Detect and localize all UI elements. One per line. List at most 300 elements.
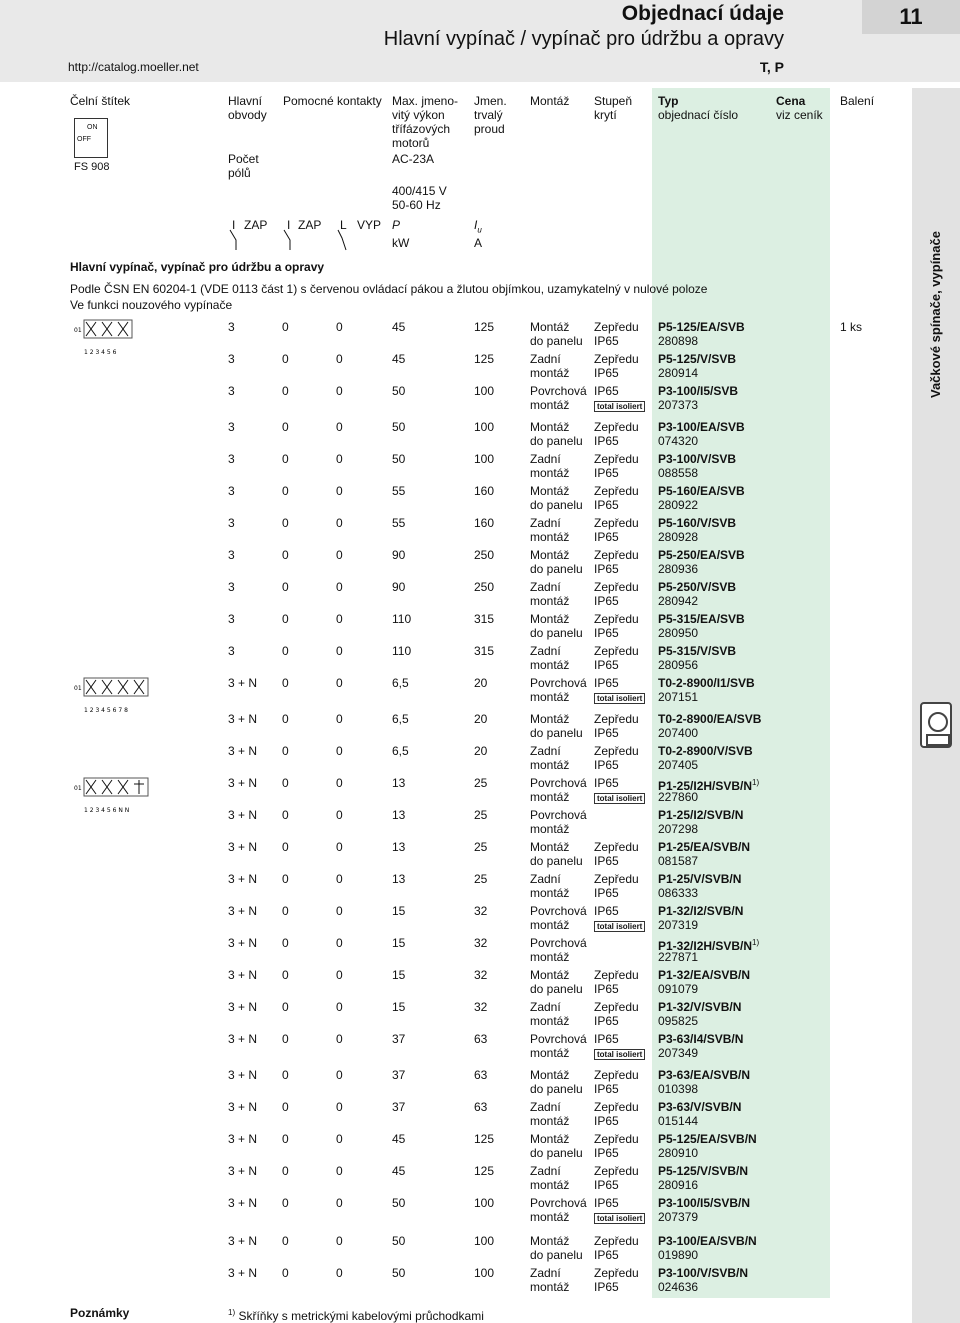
vyp-label: VYP [357,218,382,232]
cell-type [658,420,745,434]
cell-type [658,1000,741,1014]
type-code: P1-25/EA/SVB/N [658,840,751,854]
type-code: P5-125/V/SVB [658,352,737,366]
cell-power-kw: 13 [392,808,406,822]
cell-order-number: 081587 [658,854,699,868]
type-code: P3-100/EA/SVB/N [658,1234,757,1248]
cell-aux-on: 0 [282,808,289,822]
type-code: P1-32/EA/SVB/N [658,968,751,982]
current-symbol-i: I [474,218,478,232]
type-code: P3-100/EA/SVB [658,420,745,434]
protection-line1: Zepředu [594,548,639,562]
cell-poles: 3 [228,516,235,530]
cell-type [658,644,736,658]
cell-protection [594,320,639,348]
cell-power-kw: 37 [392,1032,406,1046]
cell-protection [594,1032,645,1060]
protection-line2: IP65 [594,434,619,448]
type-code: P5-160/V/SVB [658,516,737,530]
cell-power-kw: 110 [392,644,412,658]
col-poles2: pólů [228,166,251,180]
type-footnote-mark: 1) [752,778,760,787]
protection-line1: Zepředu [594,1234,639,1248]
mounting-line2: montáž [530,950,570,964]
cell-power-kw: 45 [392,1132,406,1146]
col-max3: třífázových [392,122,451,136]
cell-power-kw: 45 [392,352,406,366]
table-row [0,644,900,676]
type-code: T0-2-8900/I1/SVB [658,676,755,690]
table-row [0,352,900,384]
type-code: P5-125/EA/SVB/N [658,1132,757,1146]
cell-aux-on: 0 [282,516,289,530]
cell-aux-off: 0 [336,484,343,498]
page-header [0,0,960,82]
table-row [0,904,900,936]
table-row [0,580,900,612]
cell-protection [594,676,645,704]
table-row [0,1266,900,1298]
svg-text:1 2 3 4 5 6: 1 2 3 4 5 6 [84,349,117,356]
cell-mounting [530,452,569,480]
protection-line2: IP65 [594,658,619,672]
cell-order-number: 207298 [658,822,699,836]
cell-poles: 3 + N [228,1234,258,1248]
catalog-link[interactable]: http://catalog.moeller.net [68,60,199,74]
mounting-line2: montáž [530,1280,570,1294]
cell-aux-off: 0 [336,352,343,366]
type-code: P3-63/V/SVB/N [658,1100,742,1114]
cell-aux-on: 0 [282,712,289,726]
svg-text:1 2 3 4 5 6 N N: 1 2 3 4 5 6 N N [84,807,130,814]
cell-type [658,808,743,822]
cell-aux-on: 0 [282,1164,289,1178]
cell-protection [594,744,639,772]
cell-power-kw: 6,5 [392,712,409,726]
total-isoliert-logo: total isoliert [594,1213,645,1224]
col-rated3: proud [474,122,505,136]
table-row [0,1032,900,1064]
cell-power-kw: 90 [392,548,406,562]
mounting-line2: montáž [530,1210,570,1224]
cell-mounting [530,1234,583,1262]
cell-aux-on: 0 [282,776,289,790]
cell-protection [594,968,639,996]
page-subtitle: Hlavní vypínač / vypínač pro údržbu a opravy [383,28,784,50]
mounting-line1: Zadní [530,1100,561,1114]
cell-type [658,1196,750,1210]
mounting-line2: do panelu [530,1082,583,1096]
table-row [0,968,900,1000]
col-main2: obvody [228,108,267,122]
cell-aux-on: 0 [282,420,289,434]
cell-aux-off: 0 [336,612,343,626]
mounting-line1: Zadní [530,516,561,530]
protection-line2: IP65 [594,498,619,512]
cell-power-kw: 15 [392,968,406,982]
mounting-line1: Montáž [530,1132,570,1146]
table-row [0,548,900,580]
cell-power-kw: 55 [392,484,406,498]
cell-current-a: 20 [474,744,488,758]
cell-protection [594,612,639,640]
cell-protection [594,1000,639,1028]
cell-aux-on: 0 [282,676,289,690]
cell-type [658,384,738,398]
cell-protection [594,1100,639,1128]
type-code: P5-315/V/SVB [658,644,737,658]
cell-aux-off: 0 [336,384,343,398]
mounting-line1: Montáž [530,320,570,334]
protection-line2: IP65 [594,1146,619,1160]
cell-mounting [530,840,583,868]
cell-order-number: 207400 [658,726,699,740]
cell-order-number: 280942 [658,594,699,608]
cell-mounting [530,904,587,932]
mounting-line1: Zadní [530,1000,561,1014]
cell-current-a: 160 [474,484,495,498]
cell-aux-off: 0 [336,516,343,530]
mounting-line1: Montáž [530,1234,570,1248]
cell-aux-off: 0 [336,776,343,790]
cell-power-kw: 45 [392,320,406,334]
cell-order-number: 015144 [658,1114,699,1128]
cell-current-a: 32 [474,904,488,918]
cell-aux-on: 0 [282,1100,289,1114]
footnote-text: Skříňky s metrickými kabelovými průchodkami [238,1309,484,1323]
zap-label-1: ZAP [244,218,268,232]
cell-order-number: 280956 [658,658,699,672]
type-code: P3-100/I5/SVB [658,384,739,398]
mounting-line1: Povrchová [530,936,587,950]
protection-line1: Zepředu [594,744,639,758]
col-max4: motorů [392,136,430,150]
col-poles1: Počet [228,152,259,166]
mounting-line2: montáž [530,366,570,380]
mounting-line2: montáž [530,690,570,704]
table-row [0,744,900,776]
cell-mounting [530,580,569,608]
protection-line1: Zepředu [594,1068,639,1082]
cell-order-number: 280928 [658,530,699,544]
cell-aux-off: 0 [336,548,343,562]
section-subtitle: Ve funkci nouzového vypínače [70,298,233,312]
cell-current-a: 32 [474,968,488,982]
table-row [0,808,900,840]
mounting-line1: Povrchová [530,776,587,790]
zap-label-2: ZAP [298,218,322,232]
cell-poles: 3 [228,580,235,594]
protection-line2: IP65 [594,1082,619,1096]
mounting-line2: do panelu [530,498,583,512]
col-mount: Montáž [530,94,570,108]
protection-line1: Zepředu [594,712,639,726]
cell-order-number: 207349 [658,1046,699,1060]
cell-type [658,1132,757,1146]
cell-power-kw: 50 [392,452,406,466]
cell-poles: 3 [228,484,235,498]
cell-mounting [530,1164,569,1192]
mounting-line1: Povrchová [530,904,587,918]
total-isoliert-logo: total isoliert [594,693,645,704]
cell-poles: 3 [228,352,235,366]
cell-mounting [530,320,583,348]
cell-mounting [530,1068,583,1096]
mounting-line1: Zadní [530,352,561,366]
current-symbol-sub: u [477,225,482,235]
table-row [0,320,900,352]
protection-line2: IP65 [594,726,619,740]
off-label: OFF [77,136,91,143]
cell-protection [594,1266,639,1294]
mounting-line1: Montáž [530,1068,570,1082]
cell-mounting [530,872,569,900]
cell-order-number: 280922 [658,498,699,512]
current-symbol [474,218,482,237]
cell-type [658,1032,743,1046]
type-code: P3-63/EA/SVB/N [658,1068,751,1082]
cell-current-a: 25 [474,808,488,822]
type-code: P5-125/EA/SVB [658,320,745,334]
type-footnote-mark: 1) [752,938,760,947]
cell-power-kw: 37 [392,1068,406,1082]
cell-protection [594,420,639,448]
protection-line2: IP65 [594,854,619,868]
mounting-line1: Zadní [530,1266,561,1280]
cell-aux-on: 0 [282,1032,289,1046]
switch-icon [920,702,952,748]
table-row [0,676,900,708]
cell-poles: 3 [228,612,235,626]
cell-type [658,744,753,758]
mounting-line1: Montáž [530,548,570,562]
mounting-line2: do panelu [530,626,583,640]
protection-line1: IP65 [594,776,619,790]
col-prot2: krytí [594,108,617,122]
table-row [0,484,900,516]
cell-mounting [530,644,569,672]
protection-line1: Zepředu [594,872,639,886]
protection-line2: IP65 [594,982,619,996]
mounting-line2: do panelu [530,854,583,868]
col-type2: objednací číslo [658,108,739,122]
cell-mounting [530,1266,569,1294]
cell-aux-on: 0 [282,1234,289,1248]
cell-current-a: 25 [474,840,488,854]
cell-power-kw: 50 [392,1234,406,1248]
cell-aux-on: 0 [282,744,289,758]
cell-type [658,1164,748,1178]
cell-poles: 3 + N [228,776,258,790]
cell-order-number: 207373 [658,398,699,412]
protection-line2: IP65 [594,366,619,380]
cell-power-kw: 13 [392,840,406,854]
mounting-line2: montáž [530,918,570,932]
cell-aux-on: 0 [282,1000,289,1014]
cell-mounting [530,1132,583,1160]
table-row [0,1000,900,1032]
cell-aux-off: 0 [336,420,343,434]
cell-mounting [530,712,583,740]
protection-line1: Zepředu [594,580,639,594]
cell-protection [594,384,645,412]
cell-mounting [530,484,583,512]
protection-line2: IP65 [594,334,619,348]
table-row [0,776,900,808]
mounting-line1: Zadní [530,872,561,886]
protection-line1: IP65 [594,676,619,690]
cell-mounting [530,776,587,804]
cell-type [658,320,745,334]
col-volt2: 50-60 Hz [392,198,441,212]
cell-order-number: 088558 [658,466,699,480]
cell-power-kw: 15 [392,936,406,950]
cell-aux-on: 0 [282,936,289,950]
cell-poles: 3 + N [228,1196,258,1210]
cell-order-number: 207405 [658,758,699,772]
protection-line2: IP65 [594,594,619,608]
cell-type [658,904,743,918]
mounting-line2: montáž [530,1114,570,1128]
cell-protection [594,580,639,608]
table-row [0,840,900,872]
total-isoliert-logo: total isoliert [594,1049,645,1060]
cell-protection [594,776,645,804]
cell-aux-on: 0 [282,872,289,886]
cell-mounting [530,1100,569,1128]
cell-aux-off: 0 [336,936,343,950]
cell-power-kw: 50 [392,384,406,398]
cell-power-kw: 55 [392,516,406,530]
protection-line1: Zepředu [594,1000,639,1014]
cell-order-number: 024636 [658,1280,699,1294]
protection-line2: IP65 [594,1114,619,1128]
cell-current-a: 100 [474,1196,495,1210]
cell-current-a: 32 [474,936,488,950]
cell-mounting [530,612,583,640]
cell-power-kw: 50 [392,1196,406,1210]
col-front-label: Čelní štítek [70,94,131,108]
cell-current-a: 25 [474,872,488,886]
cell-current-a: 63 [474,1068,488,1082]
cell-aux-on: 0 [282,352,289,366]
cell-type [658,872,741,886]
cell-aux-off: 0 [336,1234,343,1248]
protection-line2: IP65 [594,886,619,900]
mounting-line1: Montáž [530,612,570,626]
i-label-1: I [232,218,236,232]
cell-order-number: 207151 [658,690,699,704]
table-row [0,1196,900,1228]
mounting-line2: do panelu [530,726,583,740]
page-number: 11 [862,0,960,34]
table-row [0,936,900,968]
cell-poles: 3 + N [228,1132,258,1146]
cell-type [658,548,745,562]
mounting-line2: montáž [530,822,570,836]
cell-power-kw: 37 [392,1100,406,1114]
cell-power-kw: 50 [392,1266,406,1280]
cell-mounting [530,384,587,412]
mounting-line1: Povrchová [530,676,587,690]
cell-protection [594,352,639,380]
cell-protection [594,644,639,672]
power-symbol: P [392,218,401,232]
cell-order-number: 280910 [658,1146,699,1160]
cell-aux-on: 0 [282,484,289,498]
table-row [0,1068,900,1100]
mounting-line2: montáž [530,658,570,672]
type-code: T0-2-8900/EA/SVB [658,712,762,726]
cell-power-kw: 45 [392,1164,406,1178]
col-main1: Hlavní [228,94,263,108]
total-isoliert-logo: total isoliert [594,921,645,932]
cell-current-a: 315 [474,612,495,626]
cell-type [658,712,761,726]
cell-power-kw: 90 [392,580,406,594]
cell-mounting [530,936,587,964]
cell-aux-off: 0 [336,744,343,758]
side-category-label: Vačkové spínače, vypínače [928,231,943,398]
total-isoliert-logo: total isoliert [594,793,645,804]
mounting-line2: montáž [530,1178,570,1192]
front-plate-icon [74,118,108,158]
cell-type [658,580,736,594]
cell-type [658,1068,750,1082]
cell-aux-off: 0 [336,904,343,918]
mounting-line2: do panelu [530,334,583,348]
cell-current-a: 63 [474,1100,488,1114]
cell-aux-on: 0 [282,320,289,334]
protection-line2: IP65 [594,626,619,640]
cell-mounting [530,968,583,996]
cell-mounting [530,744,569,772]
protection-line1: Zepředu [594,1100,639,1114]
cell-aux-on: 0 [282,1266,289,1280]
type-code: P3-100/I5/SVB/N [658,1196,751,1210]
cell-poles: 3 + N [228,872,258,886]
cell-current-a: 100 [474,420,495,434]
cell-aux-off: 0 [336,872,343,886]
cell-order-number: 227871 [658,950,699,964]
cell-poles: 3 + N [228,1164,258,1178]
protection-line1: Zepředu [594,1266,639,1280]
protection-line2: IP65 [594,530,619,544]
cell-aux-off: 0 [336,320,343,334]
protection-line1: Zepředu [594,516,639,530]
mounting-line1: Montáž [530,840,570,854]
col-max2: vitý výkon [392,108,445,122]
cell-poles: 3 + N [228,936,258,950]
page-title: Objednací údaje [621,2,784,25]
cell-aux-on: 0 [282,580,289,594]
cell-type [658,840,750,854]
cell-order-number: 019890 [658,1248,699,1262]
cell-current-a: 160 [474,516,495,530]
amp-unit: A [474,236,483,250]
mounting-line2: do panelu [530,434,583,448]
cell-current-a: 125 [474,320,495,334]
cell-protection [594,452,639,480]
cell-poles: 3 [228,420,235,434]
mounting-line1: Montáž [530,968,570,982]
cell-poles: 3 + N [228,712,258,726]
cell-protection [594,840,639,868]
cell-protection [594,516,639,544]
cell-poles: 3 [228,452,235,466]
cell-protection [594,904,645,932]
protection-line1: Zepředu [594,644,639,658]
